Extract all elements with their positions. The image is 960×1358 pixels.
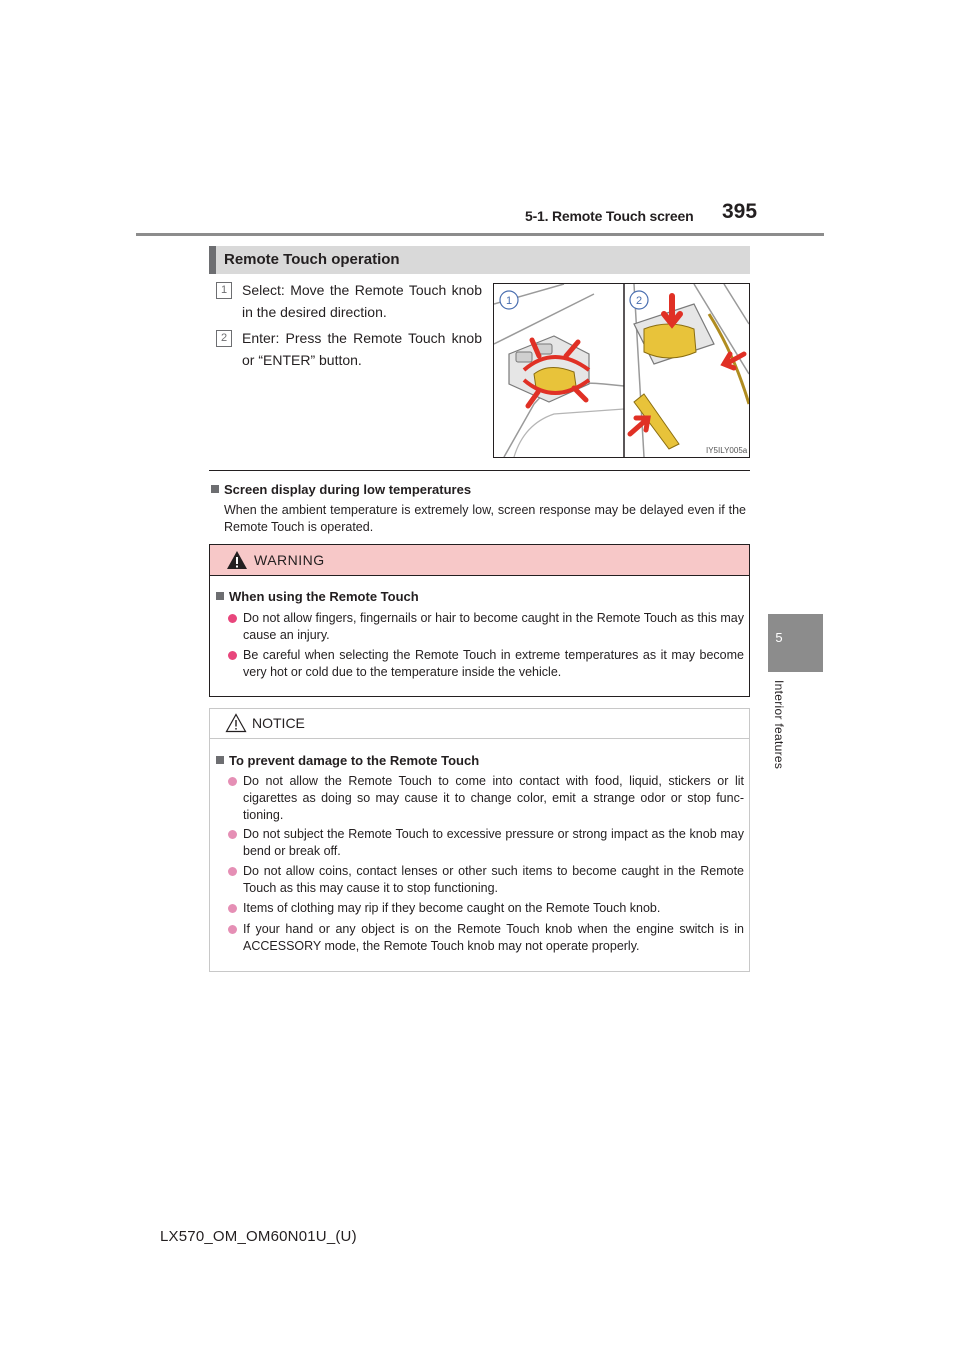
list-item: Do not subject the Remote Touch to excessive pressure or strong impact as the knob may bend or break off. xyxy=(243,826,744,860)
header-rule xyxy=(136,233,824,236)
warning-header xyxy=(210,545,749,576)
list-item: Do not allow fingers, fingernails or hair to become caught in the Remote Touch as this may cause an injury. xyxy=(243,610,744,644)
notice-box xyxy=(209,708,750,972)
bullet-dot-icon xyxy=(228,867,237,876)
step-number: 1 xyxy=(216,282,232,299)
bullet-dot-icon xyxy=(228,614,237,623)
bullet-dot-icon xyxy=(228,777,237,786)
notice-label: NOTICE xyxy=(252,715,305,731)
warning-box xyxy=(209,544,750,697)
warning-heading: When using the Remote Touch xyxy=(216,588,419,606)
section-title: 5-1. Remote Touch screen xyxy=(525,208,694,224)
low-temp-heading: Screen display during low temperatures xyxy=(211,481,471,499)
step-number: 2 xyxy=(216,330,232,347)
list-item: Do not allow the Remote Touch to come into contact with food, liquid, stickers or lit cigarettes as doing so may cause it to change color, emit a strange odor or stop func-tioning. xyxy=(243,773,744,824)
chapter-label: Interior features xyxy=(772,680,786,770)
warning-label: WARNING xyxy=(254,552,325,568)
chapter-number: 5 xyxy=(775,630,783,645)
warning-triangle-icon xyxy=(226,550,248,570)
remote-touch-drawing xyxy=(494,284,749,457)
remote-touch-illustration xyxy=(493,283,750,458)
square-bullet-icon xyxy=(216,592,224,600)
step-text: Enter: Press the Remote Touch knob or “ENTER” button. xyxy=(242,330,482,368)
bullet-dot-icon xyxy=(228,904,237,913)
square-bullet-icon xyxy=(211,485,219,493)
svg-text:IY5ILY005a: IY5ILY005a xyxy=(706,446,748,455)
svg-text:1: 1 xyxy=(505,295,513,307)
square-bullet-icon xyxy=(216,756,224,764)
list-item: Do not allow coins, contact lenses or other such items to become caught in the Remote Touch as this may cause it to stop functioning. xyxy=(243,863,744,897)
page-number: 395 xyxy=(722,200,758,223)
step-text: Select: Move the Remote Touch knob in the desired direction. xyxy=(242,282,482,320)
bullet-dot-icon xyxy=(228,925,237,934)
svg-text:2: 2 xyxy=(635,295,643,307)
section-divider xyxy=(209,470,750,471)
list-item: Be careful when selecting the Remote Touch in extreme temperatures as it may become very hot or cold due to the temperature inside the vehicle. xyxy=(243,647,744,681)
notice-triangle-icon xyxy=(225,713,247,733)
bullet-dot-icon xyxy=(228,651,237,660)
list-item: If your hand or any object is on the Remote Touch knob when the engine switch is in ACCESSORY mode, the Remote Touch knob may not operate properly. xyxy=(243,921,744,955)
low-temp-text: When the ambient temperature is extremely low, screen response may be delayed even if the Remote Touch is operated. xyxy=(224,503,746,534)
document-code: LX570_OM_OM60N01U_(U) xyxy=(160,1228,357,1245)
list-item: Items of clothing may rip if they become caught on the Remote Touch knob. xyxy=(243,900,744,917)
notice-header xyxy=(210,709,749,739)
bullet-dot-icon xyxy=(228,830,237,839)
operation-title: Remote Touch operation xyxy=(224,251,400,268)
operation-heading xyxy=(209,246,750,274)
notice-heading: To prevent damage to the Remote Touch xyxy=(216,752,479,770)
